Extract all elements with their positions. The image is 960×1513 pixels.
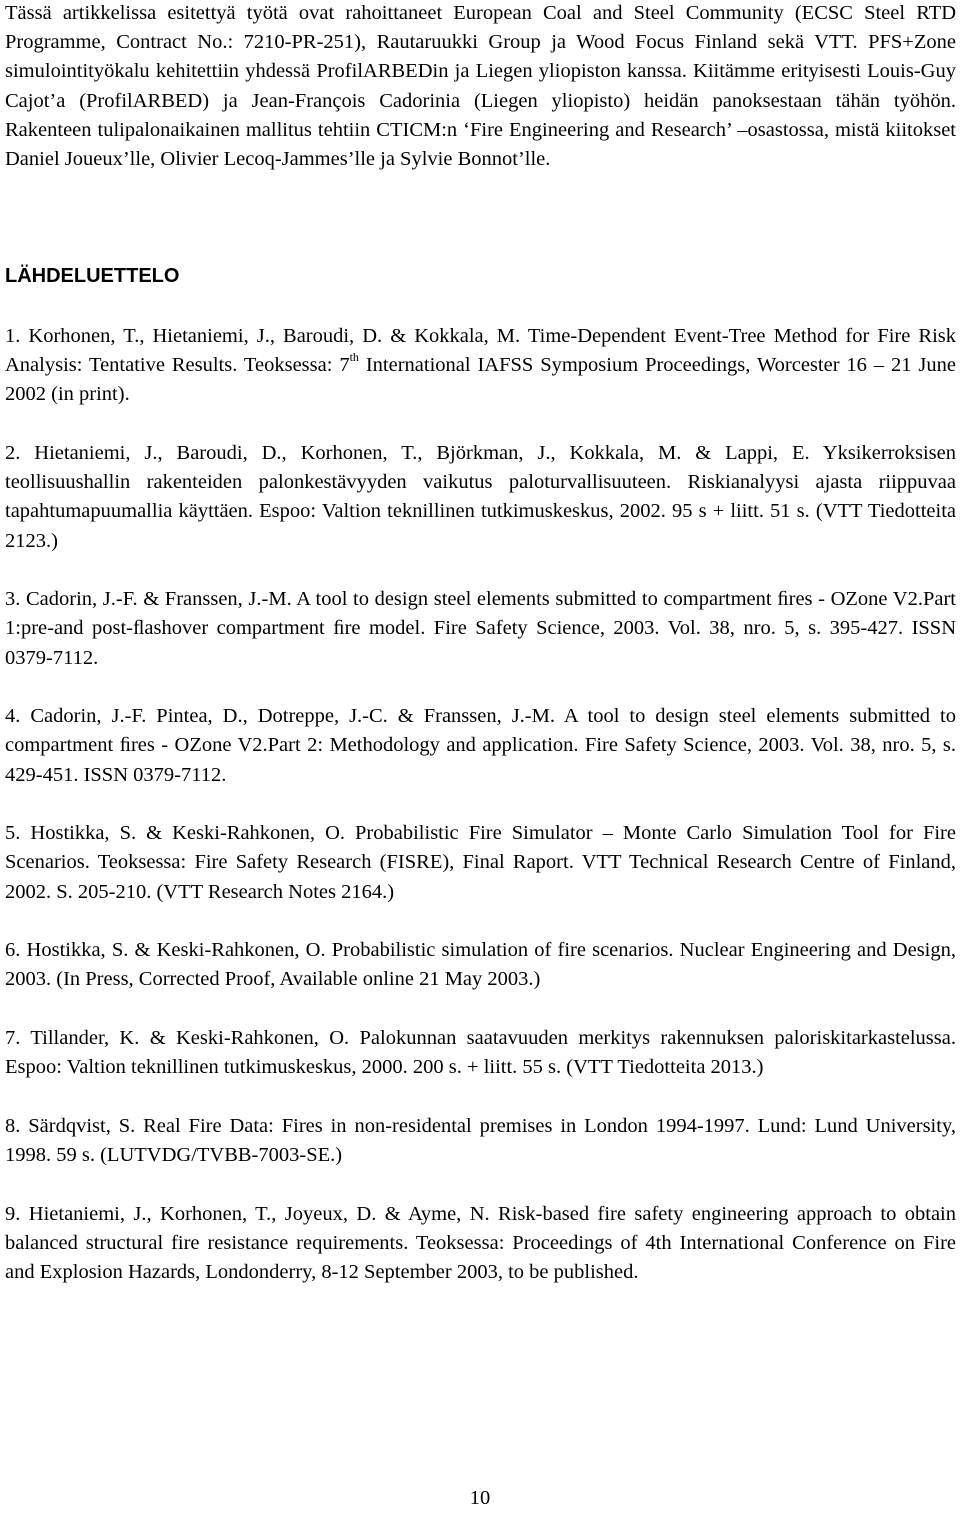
- reference-1-superscript: th: [349, 350, 359, 365]
- reference-item-2: 2. Hietaniemi, J., Baroudi, D., Korhonen, T., Björkman, J., Kokkala, M. & Lappi, E. Yksikerroksisen teollisuushallin rakenteiden palonkestävyyden vaikutus paloturvallisuuteen. Riskianalyysi ajasta riippuvaa tapahtumapuumallia käyttäen. Espoo: Valtion teknillinen tutkimuskeskus, 2002. 95 s + liitt. 51 s. (VTT Tiedotteita 2123.): [5, 442, 956, 552]
- reference-item-7: 7. Tillander, K. & Keski-Rahkonen, O. Palokunnan saatavuuden merkitys rakennuksen paloriskitarkastelussa. Espoo: Valtion teknillinen tutkimuskeskus, 2000. 200 s. + liitt. 55 s. (VTT Tiedotteita 2013.): [5, 1027, 956, 1079]
- reference-item-9: 9. Hietaniemi, J., Korhonen, T., Joyeux, D. & Ayme, N. Risk-based fire safety engineering approach to obtain balanced structural fire resistance requirements. Teoksessa: Proceedings of 4th International Conference on Fire and Explosion Hazards, Londonderry, 8-12 September 2003, to be published.: [5, 1202, 956, 1283]
- document-page: [5, 0, 956, 174]
- reference-item-1: [5, 322, 956, 410]
- reference-item-5: 5. Hostikka, S. & Keski-Rahkonen, O. Probabilistic Fire Simulator – Monte Carlo Simulation Tool for Fire Scenarios. Teoksessa: Fire Safety Research (FISRE), Final Raport. VTT Technical Research Centre of Finland, 2002. S. 205-210. (VTT Research Notes 2164.): [5, 822, 956, 903]
- reference-item-3: 3. Cadorin, J.-F. & Franssen, J.-M. A tool to design steel elements submitted to compartment ﬁres - OZone V2.Part 1:pre-and post-ﬂashover compartment ﬁre model. Fire Safety Science, 2003. Vol. 38, nro. 5, s. 395-427. ISSN 0379-7112.: [5, 588, 956, 669]
- reference-item-4: 4. Cadorin, J.-F. Pintea, D., Dotreppe, J.-C. & Franssen, J.-M. A tool to design steel elements submitted to compartment ﬁres - OZone V2.Part 2: Methodology and application. Fire Safety Science, 2003. Vol. 38, nro. 5, s. 429-451. ISSN 0379-7112.: [5, 705, 956, 786]
- references-heading: LÄHDELUETTELO: [5, 265, 180, 287]
- reference-1-text: 1. Korhonen, T., Hietaniemi, J., Baroudi, D. & Kokkala, M. Time-Dependent Event-Tree Method for Fire Risk Analysis: Tentative Results. Teoksessa: 7: [5, 325, 956, 377]
- reference-item-8: 8. Särdqvist, S. Real Fire Data: Fires in non-residental premises in London 1994-1997. Lund: Lund University, 1998. 59 s. (LUTVDG/TVBB-7003-SE.): [5, 1114, 956, 1166]
- reference-1-text-cont: International IAFSS Symposium Proceedings, Worcester 16 – 21 June 2002 (in print).: [5, 354, 956, 406]
- page-number: 10: [469, 1487, 491, 1509]
- reference-item-6: 6. Hostikka, S. & Keski-Rahkonen, O. Probabilistic simulation of fire scenarios. Nuclear Engineering and Design, 2003. (In Press, Corrected Proof, Available online 21 May 2003.): [5, 939, 956, 991]
- acknowledgement-paragraph: Tässä artikkelissa esitettyä työtä ovat rahoittaneet European Coal and Steel Community (ECSC Steel RTD Programme, Contract No.: 7210-PR-251), Rautaruukki Group ja Wood Focus Finland sekä VTT. PFS+Zone simulointityökalu kehitettiin yhdessä ProfilARBEDin ja Liegen yliopiston kanssa. Kiitämme erityisesti Louis-Guy Cajot’a (ProfilARBED) ja Jean-François Cadorinia (Liegen yliopisto) heidän panoksestaan tähän työhön. Rakenteen tulipalonaikainen mallitus tehtiin CTICM:n ‘Fire Engineering and Research’ –osastossa, mistä kiitokset Daniel Joueux’lle, Olivier Lecoq-Jammes’lle ja Sylvie Bonnot’lle.: [5, 2, 956, 171]
- reference-list: [5, 322, 956, 1317]
